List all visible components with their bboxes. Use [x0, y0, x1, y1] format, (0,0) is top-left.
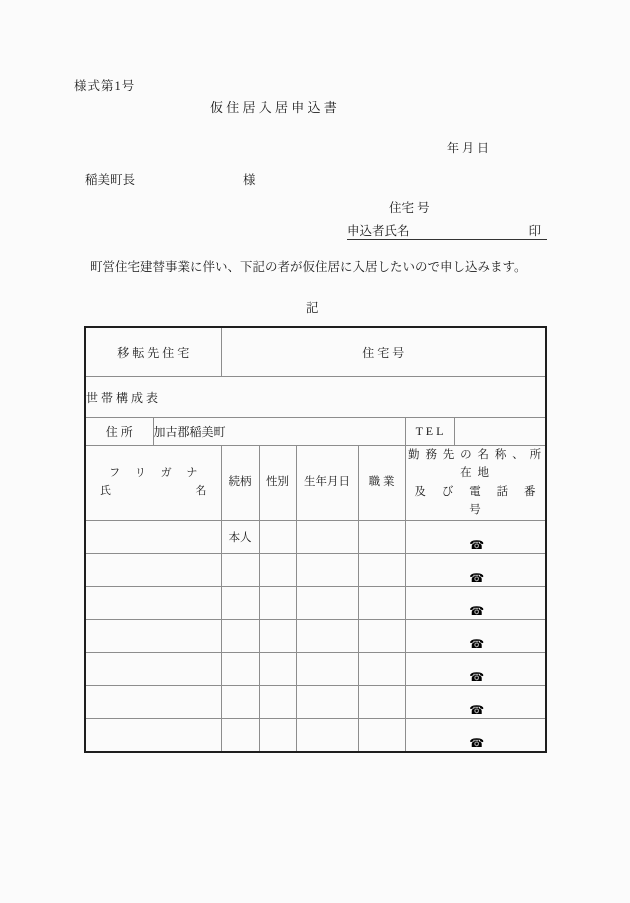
column-header-workplace-line2: 及 び 電 話 番 号: [414, 485, 543, 517]
column-header-relation: 続柄: [221, 446, 259, 521]
cell-workplace[interactable]: [405, 685, 546, 718]
cell-birthdate[interactable]: [296, 619, 358, 652]
cell-gender[interactable]: [259, 586, 296, 619]
cell-name[interactable]: [85, 718, 221, 752]
addressee-honorific: 様: [243, 173, 256, 187]
cell-occupation[interactable]: [358, 718, 405, 752]
cell-gender[interactable]: [259, 553, 296, 586]
telephone-icon: ☎: [469, 702, 485, 717]
table-row: [85, 652, 546, 685]
cell-gender[interactable]: [259, 619, 296, 652]
cell-occupation[interactable]: [358, 520, 405, 553]
cell-gender[interactable]: [259, 520, 296, 553]
cell-name[interactable]: [85, 652, 221, 685]
cell-name[interactable]: [85, 520, 221, 553]
cell-relation[interactable]: [221, 718, 259, 752]
telephone-icon: ☎: [469, 636, 485, 651]
cell-birthdate[interactable]: [296, 718, 358, 752]
table-row: [85, 586, 546, 619]
cell-birthdate[interactable]: [296, 553, 358, 586]
cell-gender[interactable]: [259, 718, 296, 752]
table-row-move-destination: [85, 327, 546, 377]
cell-workplace[interactable]: [405, 718, 546, 752]
table-row: [85, 619, 546, 652]
cell-workplace[interactable]: [405, 520, 546, 553]
cell-name[interactable]: [85, 619, 221, 652]
telephone-icon: ☎: [469, 603, 485, 618]
applicant-name-label: 申込者氏名: [347, 224, 410, 238]
document-title: 仮 住 居 入 居 申 込 書: [210, 100, 337, 115]
column-header-name-kanji-left: 氏: [100, 484, 111, 497]
column-header-workplace: [405, 446, 546, 521]
cell-relation[interactable]: [221, 685, 259, 718]
cell-occupation[interactable]: [358, 652, 405, 685]
body-text: 町営住宅建替事業に伴い、下記の者が仮住居に入居したいので申し込みます。: [90, 260, 527, 274]
column-header-name: [85, 446, 221, 521]
cell-gender[interactable]: [259, 652, 296, 685]
household-table-label: 世 帯 構 成 表: [85, 377, 546, 418]
table-row: [85, 520, 546, 553]
applicant-name-field[interactable]: [347, 221, 547, 240]
move-destination-value[interactable]: 住 宅 号: [221, 327, 546, 377]
column-header-name-kanji: [86, 483, 221, 501]
table-header-row: [85, 446, 546, 521]
telephone-icon: ☎: [469, 570, 485, 585]
table-row: [85, 685, 546, 718]
cell-birthdate[interactable]: [296, 520, 358, 553]
cell-relation[interactable]: [221, 553, 259, 586]
house-number-line: 住宅 号: [389, 201, 430, 215]
column-header-name-ruby: フ リ ガ ナ: [109, 467, 204, 480]
table-row: [85, 718, 546, 752]
cell-relation[interactable]: [221, 586, 259, 619]
cell-relation[interactable]: [221, 652, 259, 685]
cell-name[interactable]: [85, 586, 221, 619]
column-header-gender: 性別: [259, 446, 296, 521]
form-number: 様式第1号: [74, 79, 136, 93]
date-line: 年 月 日: [447, 141, 490, 155]
address-label: 住 所: [85, 418, 153, 446]
cell-relation[interactable]: 本人: [221, 520, 259, 553]
cell-gender[interactable]: [259, 685, 296, 718]
cell-birthdate[interactable]: [296, 652, 358, 685]
addressee-name: 稲美町長: [85, 173, 136, 187]
table-row-household-label: [85, 377, 546, 418]
tel-label: T E L: [405, 418, 454, 446]
cell-name[interactable]: [85, 553, 221, 586]
column-header-occupation: 職 業: [358, 446, 405, 521]
cell-relation[interactable]: [221, 619, 259, 652]
cell-workplace[interactable]: [405, 586, 546, 619]
column-header-name-kanji-right: 名: [195, 484, 207, 497]
move-destination-label: 移 転 先 住 宅: [85, 327, 221, 377]
seal-label: 印: [528, 224, 541, 238]
household-form-table: [84, 326, 547, 753]
cell-name[interactable]: [85, 685, 221, 718]
cell-occupation[interactable]: [358, 553, 405, 586]
telephone-icon: ☎: [469, 537, 485, 552]
telephone-icon: ☎: [469, 669, 485, 684]
cell-occupation[interactable]: [358, 619, 405, 652]
telephone-icon: ☎: [469, 735, 485, 750]
cell-workplace[interactable]: [405, 652, 546, 685]
cell-workplace[interactable]: [405, 619, 546, 652]
ki-mark: 記: [306, 301, 319, 315]
cell-workplace[interactable]: [405, 553, 546, 586]
table-row-address: [85, 418, 546, 446]
cell-birthdate[interactable]: [296, 685, 358, 718]
cell-occupation[interactable]: [358, 685, 405, 718]
column-header-birthdate: 生年月日: [296, 446, 358, 521]
column-header-workplace-line1: 勤 務 先 の 名 称 、 所 在 地: [407, 449, 543, 480]
tel-value[interactable]: [454, 418, 546, 446]
cell-occupation[interactable]: [358, 586, 405, 619]
cell-birthdate[interactable]: [296, 586, 358, 619]
table-row: [85, 553, 546, 586]
address-value[interactable]: 加古郡稲美町: [153, 418, 405, 446]
